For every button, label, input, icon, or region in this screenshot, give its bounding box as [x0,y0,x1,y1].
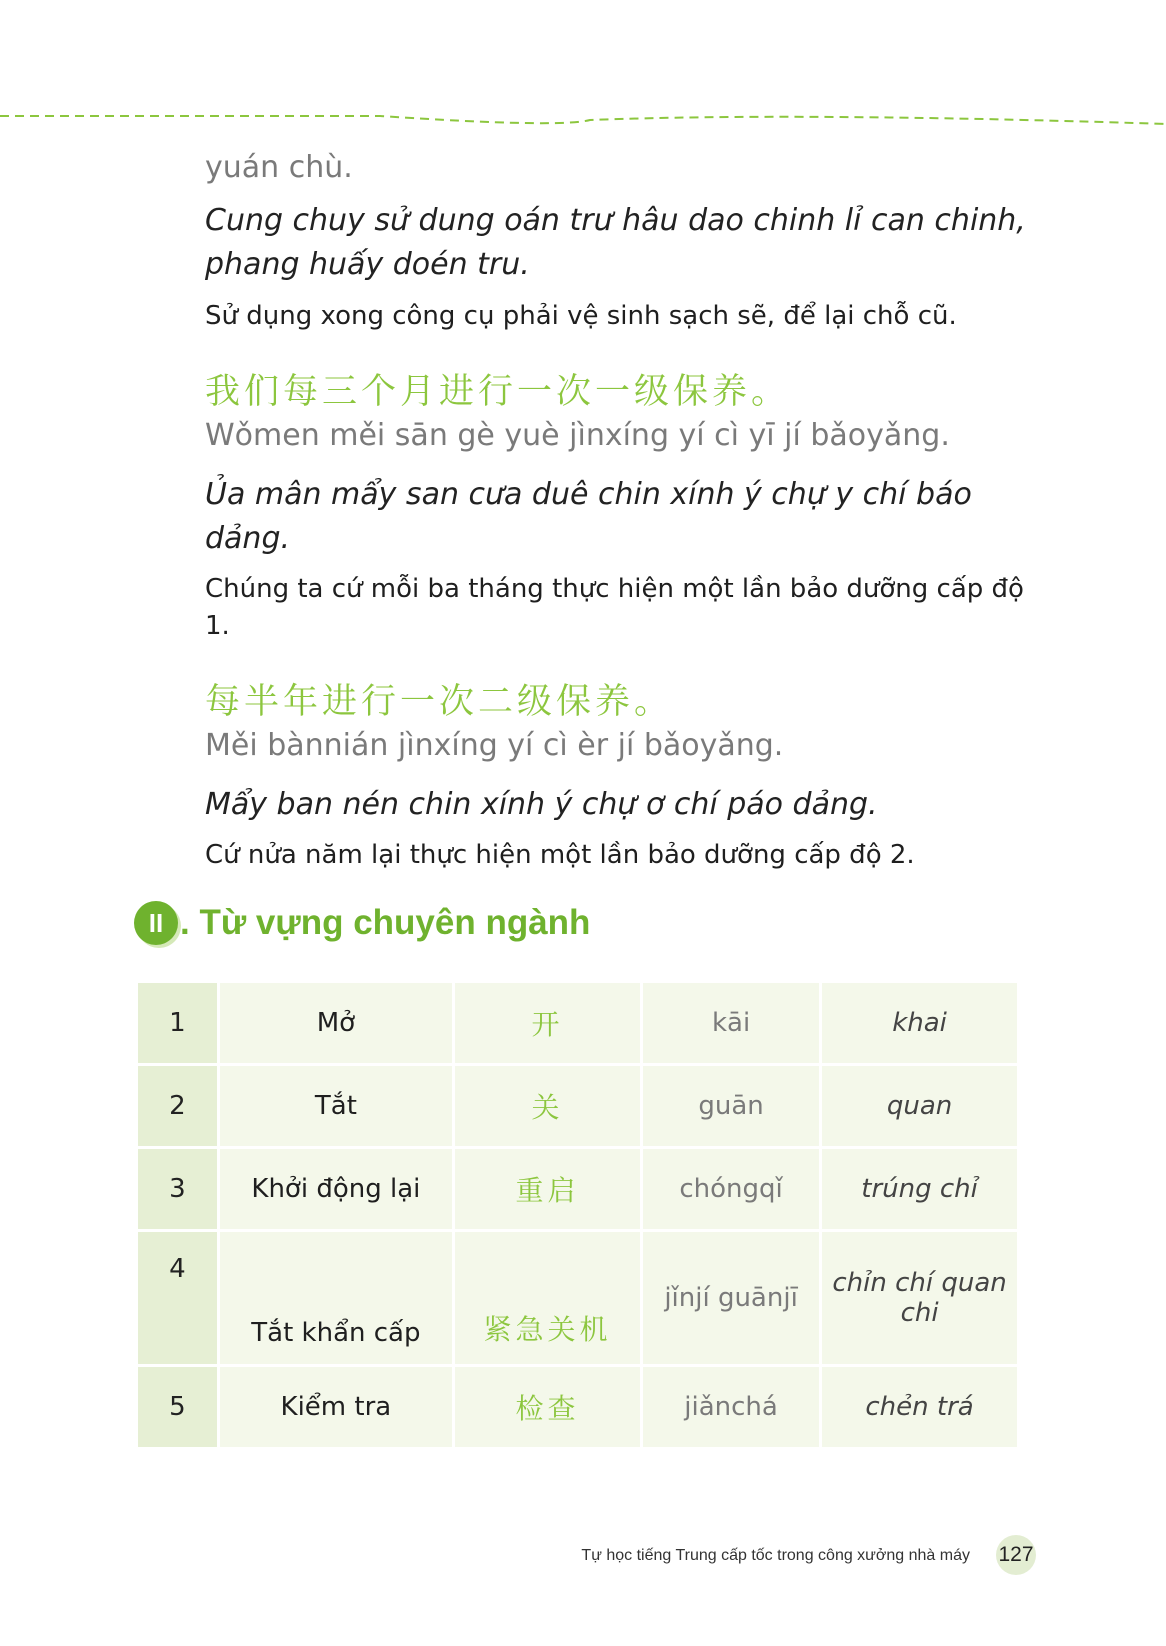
translation-text: Chúng ta cứ mỗi ba tháng thực hiện một lần bảo dưỡng cấp độ 1. [205,574,1024,641]
pinyin-text: Měi bànnián jìnxíng yí cì èr jí bǎoyǎng. [205,727,784,763]
chinese-term: 重启 [453,1148,641,1231]
vietnamese-term: Kiểm tra [218,1366,453,1449]
phonetic-text: Mẩy ban nén chin xính ý chự ơ chí páo dảng. [205,786,878,822]
vietnamese-term: Mở [218,982,453,1065]
row-number: 1 [137,982,219,1065]
table-row [137,982,1019,1065]
sentence-block-1 [205,370,1045,644]
chinese-term: 检查 [453,1366,641,1449]
chinese-term: 开 [453,982,641,1065]
phonetic-term: quan [821,1065,1019,1148]
chinese-text: 我们每三个月进行一次一级保养。 [205,372,791,413]
phonetic-term: trúng chỉ [821,1148,1019,1231]
vietnamese-term: Khởi động lại [218,1148,453,1231]
page-number: 127 [996,1535,1036,1575]
pinyin-term: kāi [642,982,821,1065]
translation-text: Cứ nửa năm lại thực hiện một lần bảo dưỡng cấp độ 2. [205,840,915,871]
table-row [137,1065,1019,1148]
row-number: 3 [137,1148,219,1231]
row-number: 2 [137,1065,219,1148]
chinese-term: 关 [453,1065,641,1148]
vietnamese-term: Tắt khẩn cấp [218,1231,453,1366]
table-row [137,1231,1019,1366]
pinyin-term: chóngqǐ [642,1148,821,1231]
pinyin-term: jiǎnchá [642,1366,821,1449]
translation-text: Sử dụng xong công cụ phải vệ sinh sạch sẽ, để lại chỗ cũ. [205,300,957,331]
sentence-block-intro [205,148,1045,334]
row-number: 5 [137,1366,219,1449]
book-title: Tự học tiếng Trung cấp tốc trong công xưởng nhà máy [581,1547,970,1564]
section-title: . Từ vựng chuyên ngành [180,903,591,942]
table-row [137,1148,1019,1231]
phonetic-term: chẻn trá [821,1366,1019,1449]
vietnamese-term: Tắt [218,1065,453,1148]
header-dashed-line [0,106,1166,136]
chinese-term: 紧急关机 [453,1231,641,1366]
pinyin-text: yuán chù. [205,150,353,185]
phonetic-text: Ủa mân mẩy san cưa duê chin xính ý chự y chí báo dảng. [205,476,972,557]
sentence-block-2 [205,680,1045,873]
pinyin-term: jǐnjí guānjī [642,1231,821,1366]
section-number-badge: II [134,901,178,945]
chinese-text: 每半年进行一次二级保养。 [205,682,674,723]
phonetic-text: Cung chuy sử dung oán trư hâu dao chinh lỉ can chinh, phang huấy doén tru. [205,203,1026,283]
row-number: 4 [137,1231,219,1366]
section-heading [134,898,590,948]
pinyin-text: Wǒmen měi sān gè yuè jìnxíng yí cì yī jí bǎoyǎng. [205,417,950,453]
phonetic-term: khai [821,982,1019,1065]
main-content [205,148,1045,902]
phonetic-term: chỉn chí quan chi [821,1231,1019,1366]
vocabulary-table [135,980,1020,1450]
table-row [137,1366,1019,1449]
pinyin-term: guān [642,1065,821,1148]
